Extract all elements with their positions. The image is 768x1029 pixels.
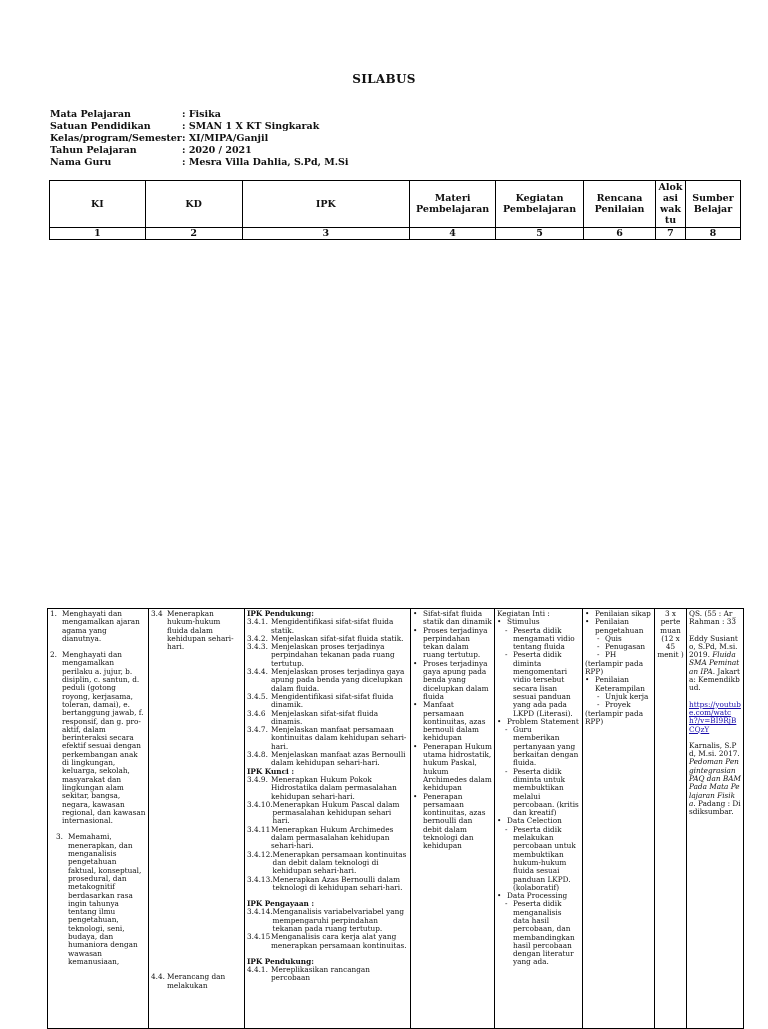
penilaian-sub-text: Unjuk kerja xyxy=(605,691,649,701)
penilaian-title: Penilaian pengetahuan xyxy=(595,617,644,635)
ki-text: Menghayati dan mengamalkan perilaku a. jujur, b. disiplin, c. santun, d. peduli (gotong royong, kerjasama, toleran, damai), e. bertanggung jawab, f. responsif, dan g. pro-aktif, dalam berinteraksi secara efektif sesuai dengan perkembangan anak di lingkungan, keluarga, sekolah, masyarakat dan lingkungan alam sekitar, bangsa, negara, kawasan regional, dan kawasan internasional. xyxy=(62,650,146,826)
dash-icon: - xyxy=(505,625,508,635)
bullet-icon: • xyxy=(413,609,418,618)
penilaian-title: Penilaian Keterampilan xyxy=(595,675,645,693)
kegiatan-sub-item xyxy=(497,768,580,818)
bullet-icon: • xyxy=(413,625,418,635)
penilaian-cell xyxy=(583,609,655,1029)
info-label: Mata Pelajaran xyxy=(50,109,131,120)
kegiatan-step-title: Data Processing xyxy=(507,891,568,901)
penilaian-sub-text: Quis xyxy=(605,633,622,643)
penilaian-item xyxy=(585,676,652,693)
ipk-text: Mengidentifikasi sifat-sifat fluida statik. xyxy=(271,617,394,635)
ipk-text: Menerapkan Hukum Pascal dalam permasalahan kehidupan sehari hari. xyxy=(272,799,400,826)
ipk-number: 3.4.14. xyxy=(247,907,273,917)
ipk-number: 3.4.2. xyxy=(247,633,268,643)
ipk-item xyxy=(247,710,408,727)
ki-number: 3. xyxy=(56,832,63,842)
header-cell-sumber: Sumber Belajar xyxy=(685,181,740,228)
ipk-number: 3.4.6 xyxy=(247,708,266,718)
header-number: 1 xyxy=(50,228,146,240)
ipk-item xyxy=(247,966,408,983)
penilaian-note: (terlampir pada RPP) xyxy=(585,658,644,677)
ipk-text: Menerapkan Hukum Pokok Hidrostatika dalam permasalahan kehidupan sehari-hari. xyxy=(271,774,397,801)
alokasi-text: 3 x perte muan (12 x 45 menit ) xyxy=(657,609,684,660)
bullet-icon: • xyxy=(413,700,418,710)
course-info xyxy=(50,109,349,169)
info-value: : Fisika xyxy=(182,109,221,120)
materi-text: Proses terjadinya gaya apung pada benda yang dicelupkan dalam fluida xyxy=(423,658,489,701)
ipk-text: Menjelaskan sifat-sifat fluida statik. xyxy=(271,633,404,643)
info-label: Satuan Pendidikan xyxy=(50,121,151,132)
ipk-text: Mereplikasikan rancangan percobaan xyxy=(271,965,370,983)
ipk-number: 3.4.4. xyxy=(247,667,268,677)
dash-icon: - xyxy=(505,725,508,735)
ipk-number: 3.4.8. xyxy=(247,750,268,760)
sumber-text: Karnalis, S.Pd, M.si. 2017. xyxy=(689,740,740,759)
penilaian-note: (terlampir pada RPP) xyxy=(585,708,644,726)
ipk-item xyxy=(247,643,408,668)
ki-text: Memahami, menerapkan, dan menganalisis pengetahuan faktual, konseptual, prosedural, dan metakognitif berdasarkan rasa ingin tahunya tentang ilmu pengetahuan, teknologi, seni, budaya, dan humaniora dengan wawasan kemanusiaan, xyxy=(68,832,142,966)
ipk-number: 3.4.15 xyxy=(247,932,271,942)
ki-number: 2. xyxy=(50,650,57,660)
ipk-number: 3.4.5. xyxy=(247,691,268,701)
ipk-heading: IPK Pengayaan : xyxy=(247,899,315,909)
ipk-number: 3.4.3. xyxy=(247,642,268,652)
ipk-text: Menjelaskan proses terjadinya perpindahan tekanan pada ruang tertutup. xyxy=(271,642,395,668)
dash-icon: - xyxy=(597,700,600,710)
kegiatan-heading: Kegiatan Inti : xyxy=(497,609,550,618)
penilaian-sub-text: PH xyxy=(605,650,617,660)
ipk-heading: IPK Pendukung: xyxy=(247,956,314,966)
dash-icon: - xyxy=(597,650,600,660)
ipk-heading: IPK Pendukung: xyxy=(247,609,314,618)
penilaian-sub-text: Penugasan xyxy=(605,642,646,652)
ipk-number: 3.4.11 xyxy=(247,824,271,834)
ki-item xyxy=(50,610,146,643)
penilaian-sub-item xyxy=(585,643,652,651)
kegiatan-sub-text: Peserta didik diminta mengomentari vidio tersebut secara lisan sesuai panduan yang ada pada LKPD (Literasi). xyxy=(513,650,573,718)
kd-text: Menerapkan hukum-hukum fluida dalam kehidupan sehari-hari. xyxy=(167,609,234,652)
kegiatan-sub-item xyxy=(497,726,580,767)
youtube-link[interactable]: https://youtube.com/watch?/v=BI9RjBCQzY xyxy=(689,699,741,734)
kd-cell xyxy=(149,609,245,1029)
ipk-number: 3.4.13. xyxy=(247,874,273,884)
header-number: 7 xyxy=(655,228,685,240)
bullet-icon: • xyxy=(413,741,418,751)
sumber-source-1: QS. (55 : Ar_Rahman : 33 xyxy=(689,609,737,627)
bullet-icon: • xyxy=(585,609,590,618)
materi-item xyxy=(413,610,492,627)
materi-text: Penerapan Hukum utama hidrostatik, hukum Paskal, hukum Archimedes dalam kehidupan xyxy=(423,741,492,793)
bullet-icon: • xyxy=(585,675,590,685)
ipk-text: Menjelaskan sifat-sifat fluida dinamis. xyxy=(271,708,379,726)
syllabus-header-table xyxy=(49,180,741,240)
header-number: 4 xyxy=(410,228,496,240)
kd-text: Merancang dan melakukan xyxy=(167,972,226,990)
header-cell-ki: KI xyxy=(50,181,146,228)
dash-icon: - xyxy=(597,691,600,701)
ipk-item xyxy=(247,933,408,950)
info-value: : XI/MIPA/Ganjil xyxy=(182,133,269,144)
header-number: 6 xyxy=(584,228,656,240)
ipk-text: Menerapkan Hukum Archimedes dalam permasalahan kehidupan sehari-hari. xyxy=(271,824,394,851)
kegiatan-step-title: Data Celection xyxy=(507,816,562,826)
dash-icon: - xyxy=(505,824,508,834)
info-row xyxy=(50,121,349,133)
materi-text: Penerapan persamaan kontinuitas, azas bernoulli dan debit dalam teknologi dan kehidupan xyxy=(423,791,486,851)
kegiatan-sub-text: Peserta didik menganalisis data hasil percobaan, dan membandingkan hasil percobaan dengan literatur yang ada. xyxy=(513,899,575,967)
ki-number: 1. xyxy=(50,609,57,618)
bullet-icon: • xyxy=(497,891,502,901)
ki-cell xyxy=(48,609,149,1029)
kegiatan-sub-item xyxy=(497,651,580,717)
info-label: Tahun Pelajaran xyxy=(50,145,137,156)
kegiatan-cell xyxy=(495,609,583,1029)
kegiatan-sub-item xyxy=(497,900,580,966)
materi-text: Proses terjadinya perpindahan tekan dalam ruang tertutup. xyxy=(423,625,488,660)
materi-item xyxy=(413,660,492,701)
sumber-cell xyxy=(687,609,744,1029)
info-value: : SMAN 1 X KT Singkarak xyxy=(182,121,320,132)
penilaian-sub-text: Proyek xyxy=(605,700,631,710)
bullet-icon: • xyxy=(413,658,418,668)
penilaian-item xyxy=(585,618,652,635)
syllabus-body-table xyxy=(47,608,744,1029)
ipk-item xyxy=(247,826,408,851)
ipk-item xyxy=(247,851,408,876)
kegiatan-sub-text: Guru memberikan pertanyaan yang berkaitan dengan fluida. xyxy=(513,725,579,768)
info-label: Kelas/program/Semester xyxy=(50,133,182,144)
sumber-text: Jakarta: Kemendikbud. xyxy=(689,666,740,693)
ipk-item xyxy=(247,776,408,801)
ipk-number: 3.4.12. xyxy=(247,849,273,859)
kd-number: 4.4. xyxy=(151,972,165,982)
kegiatan-sub-item xyxy=(497,627,580,652)
header-number: 2 xyxy=(145,228,242,240)
sumber-text: Eddy Susianto, S.Pd, M.si. 2019. xyxy=(689,633,738,660)
kegiatan-sub-text: Peserta didik melakukan percobaan untuk membuktikan hukum-hukum fluida sesuai panduan LKPD. (kolaboratif) xyxy=(513,824,576,892)
ipk-number: 3.4.7. xyxy=(247,725,268,735)
ipk-number: 3.4.10. xyxy=(247,799,273,809)
bullet-icon: • xyxy=(497,617,502,627)
dash-icon: - xyxy=(597,633,600,643)
kegiatan-sub-item xyxy=(497,826,580,892)
info-value: : 2020 / 2021 xyxy=(182,145,252,156)
ipk-item xyxy=(247,668,408,693)
ipk-item xyxy=(247,726,408,751)
kegiatan-step-title: Problem Statement xyxy=(507,716,579,726)
ipk-text: Menerapkan Azas Bernoulli dalam teknologi di kehidupan sehari-hari. xyxy=(272,874,403,892)
materi-item xyxy=(413,793,492,851)
sumber-book-title: Pedoman Pengintegrasian PAQ dan BAM Pada Mata Pelajaran Fisika. xyxy=(689,757,741,808)
ki-item xyxy=(50,833,146,966)
header-cell-materi: Materi Pembelajaran xyxy=(410,181,496,228)
kd-item xyxy=(151,610,242,651)
ipk-heading: IPK Kunci : xyxy=(247,766,295,776)
sumber-source-2 xyxy=(689,635,741,693)
header-number: 8 xyxy=(685,228,740,240)
ki-text: Menghayati dan mengamalkan ajaran agama yang dianutnya. xyxy=(62,609,140,643)
header-cell-kegiatan: Kegiatan Pembelajaran xyxy=(496,181,584,228)
ipk-number: 3.4.1. xyxy=(247,617,268,627)
sumber-source-3 xyxy=(689,742,741,817)
ipk-item xyxy=(247,618,408,635)
page-title: SILABUS xyxy=(352,72,416,86)
materi-text: Sifat-sifat fluida statik dan dinamik xyxy=(423,609,492,627)
header-cell-alokasi: Alok asi wak tu xyxy=(655,181,685,228)
kegiatan-step-title: Stimulus xyxy=(507,617,540,627)
kegiatan-step xyxy=(497,718,580,726)
info-row xyxy=(50,145,349,157)
ipk-text: Menjelaskan manfaat persamaan kontinuitas dalam kehidupan sehari-hari. xyxy=(271,725,407,751)
materi-text: Manfaat persamaan kontinuitas, azas bernouli dalam kehidupan xyxy=(423,700,486,743)
ipk-text: Menganalisis cara kerja alat yang menerapkan persamaan kontinuitas. xyxy=(271,932,407,950)
alokasi-cell xyxy=(655,609,687,1029)
header-cell-ipk: IPK xyxy=(242,181,410,228)
kegiatan-sub-text: Peserta didik diminta untuk membuktikan melalui percobaan. (kritis dan kreatif) xyxy=(513,766,579,818)
header-cell-penilaian: Rencana Penilaian xyxy=(584,181,656,228)
ipk-item xyxy=(247,751,408,768)
info-row xyxy=(50,157,349,169)
dash-icon: - xyxy=(505,766,508,776)
ipk-text: Menganalisis variabelvariabel yang mempengaruhi perpindahan tekanan pada ruang tertutup. xyxy=(272,907,404,933)
materi-item xyxy=(413,701,492,742)
info-value: : Mesra Villa Dahlia, S.Pd, M.Si xyxy=(182,157,349,168)
info-row xyxy=(50,109,349,121)
ipk-item xyxy=(247,908,408,933)
bullet-icon: • xyxy=(497,816,502,826)
ipk-text: Mengidentifikasi sifat-sifat fluida dinamik. xyxy=(271,691,394,710)
penilaian-title: Penilaian sikap xyxy=(595,609,651,618)
info-label: Nama Guru xyxy=(50,157,112,168)
ipk-number: 4.4.1. xyxy=(247,965,268,975)
info-row xyxy=(50,133,349,145)
sumber-book-title: Fluida SMA Peminatan IPA. xyxy=(689,650,740,676)
ki-item xyxy=(50,651,146,825)
dash-icon: - xyxy=(505,650,508,660)
bullet-icon: • xyxy=(497,716,502,726)
header-number: 5 xyxy=(496,228,584,240)
ipk-item xyxy=(247,693,408,710)
kd-number: 3.4 xyxy=(151,609,163,618)
ipk-cell xyxy=(245,609,411,1029)
kegiatan-sub-text: Peserta didik mengamati vidio tentang fluida xyxy=(513,625,575,652)
sumber-text: Padang : Disdiksumbar. xyxy=(689,798,741,817)
materi-cell xyxy=(411,609,495,1029)
ipk-text: Menjelaskan manfaat azas Bernoulli dalam kehidupan sehari-hari. xyxy=(271,750,406,768)
bullet-icon: • xyxy=(413,791,418,801)
materi-item xyxy=(413,627,492,660)
materi-item xyxy=(413,743,492,793)
ipk-number: 3.4.9. xyxy=(247,774,268,784)
dash-icon: - xyxy=(597,642,600,652)
header-number: 3 xyxy=(242,228,410,240)
ipk-item xyxy=(247,801,408,826)
bullet-icon: • xyxy=(585,617,590,627)
header-cell-kd: KD xyxy=(145,181,242,228)
ipk-text: Menjelaskan proses terjadinya gaya apung pada benda yang dicelupkan dalam fluida. xyxy=(271,667,405,693)
dash-icon: - xyxy=(505,899,508,909)
ipk-text: Menerapkan persamaan kontinuitas dan debit dalam teknologi di kehidupan sehari-hari. xyxy=(272,849,407,876)
ipk-item xyxy=(247,876,408,893)
kd-item xyxy=(151,973,242,990)
